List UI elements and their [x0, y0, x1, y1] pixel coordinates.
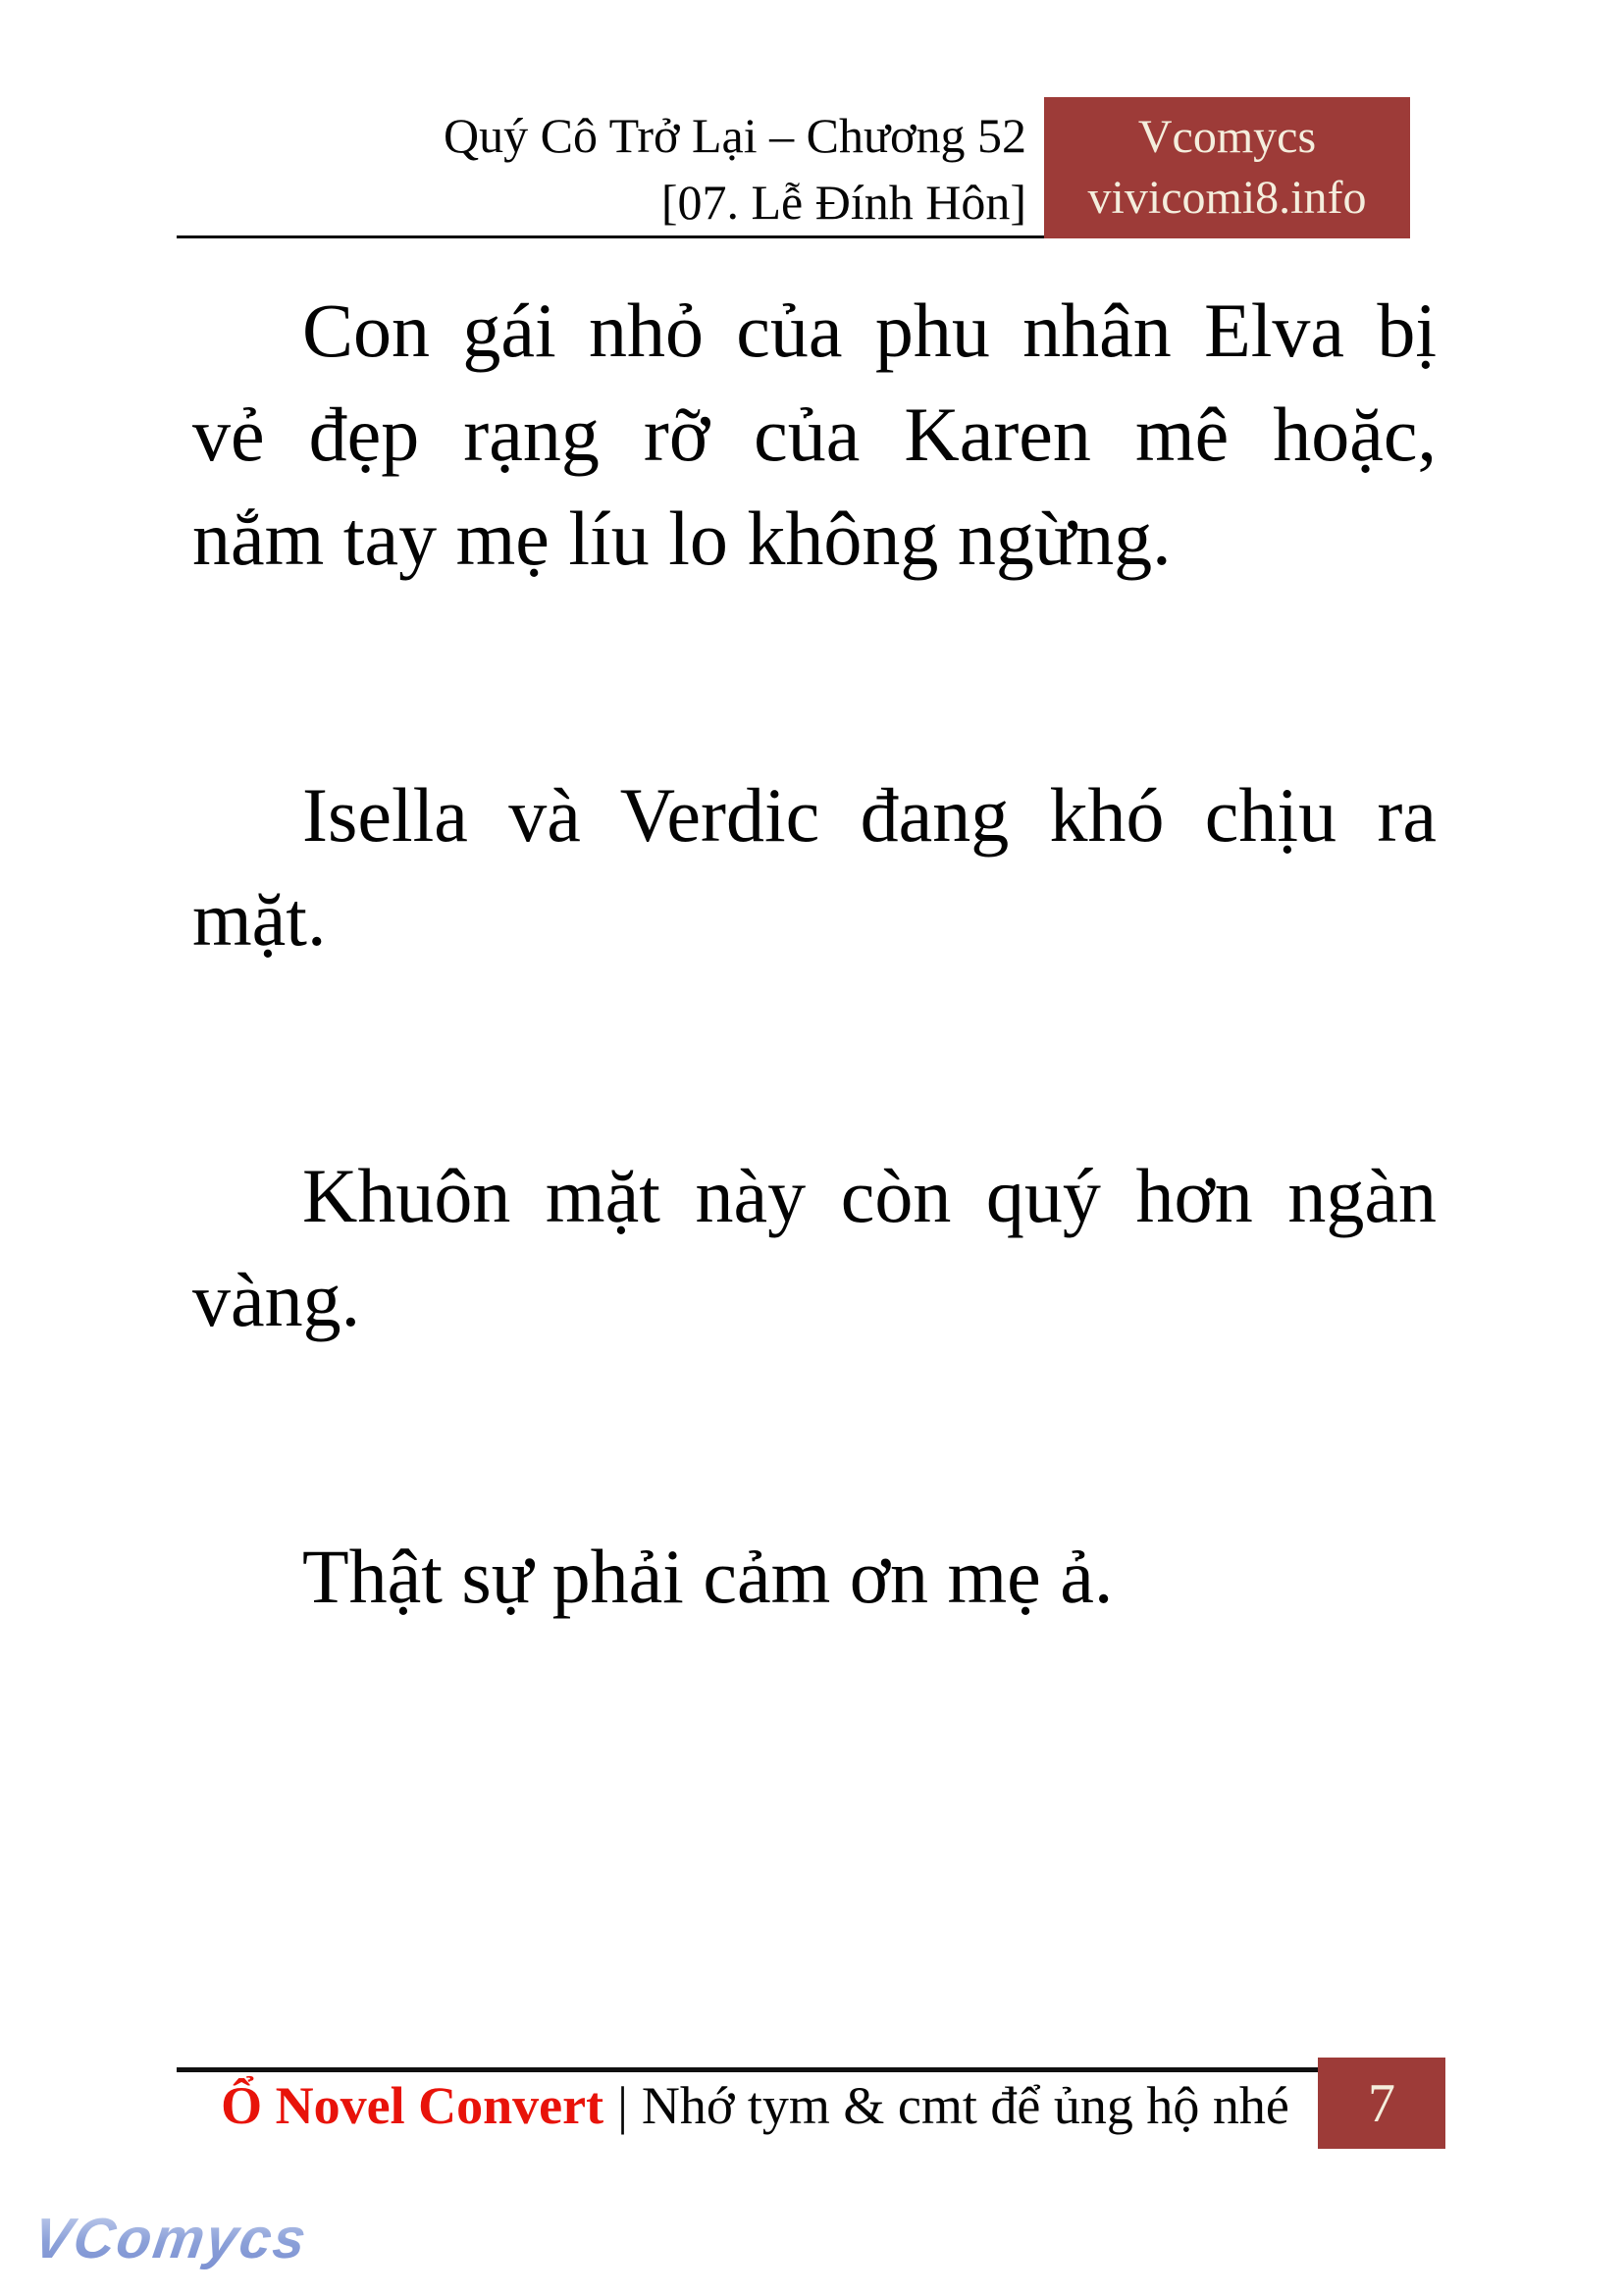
text-line: nắm tay mẹ líu lo không ngừng. [192, 495, 1172, 581]
vcomycs-watermark-logo: VComycs [29, 2207, 312, 2270]
footer-credit [192, 2076, 1318, 2135]
text-line: Isella và Verdic đang khó chịu ra [302, 772, 1437, 858]
text-line: vàng. [192, 1257, 361, 1342]
footer-divider [177, 2067, 1318, 2072]
converter-name: Ổ Novel Convert [221, 2076, 604, 2135]
text-line: vẻ đẹp rạng rỡ của Karen mê hoặc, [192, 391, 1437, 477]
text-line: Thật sự phải cảm ơn mẹ ả. [302, 1534, 1114, 1619]
paragraph [192, 1144, 1437, 1352]
chapter-header [177, 102, 1026, 235]
text-line: Con gái nhỏ của phu nhân Elva bị [302, 287, 1437, 373]
text-line: mặt. [192, 876, 327, 962]
header-divider [177, 235, 1044, 238]
brand-site: vivicomi8.info [1087, 172, 1367, 224]
page-number-badge [1318, 2058, 1445, 2149]
chapter-title: Quý Cô Trở Lại – Chương 52 [444, 108, 1026, 163]
chapter-subtitle: [07. Lễ Đính Hôn] [660, 175, 1026, 230]
brand-name: Vcomycs [1137, 111, 1317, 163]
story-text [192, 279, 1437, 1629]
paragraph [192, 763, 1437, 971]
separator-bar: | [617, 2076, 628, 2135]
paragraph [192, 279, 1437, 591]
text-line: Khuôn mặt này còn quý hơn ngàn [302, 1153, 1437, 1238]
paragraph [192, 1525, 1437, 1629]
footer-note: Nhớ tym & cmt để ủng hộ nhé [641, 2076, 1289, 2135]
page-number: 7 [1368, 2072, 1395, 2134]
brand-box [1044, 97, 1410, 238]
